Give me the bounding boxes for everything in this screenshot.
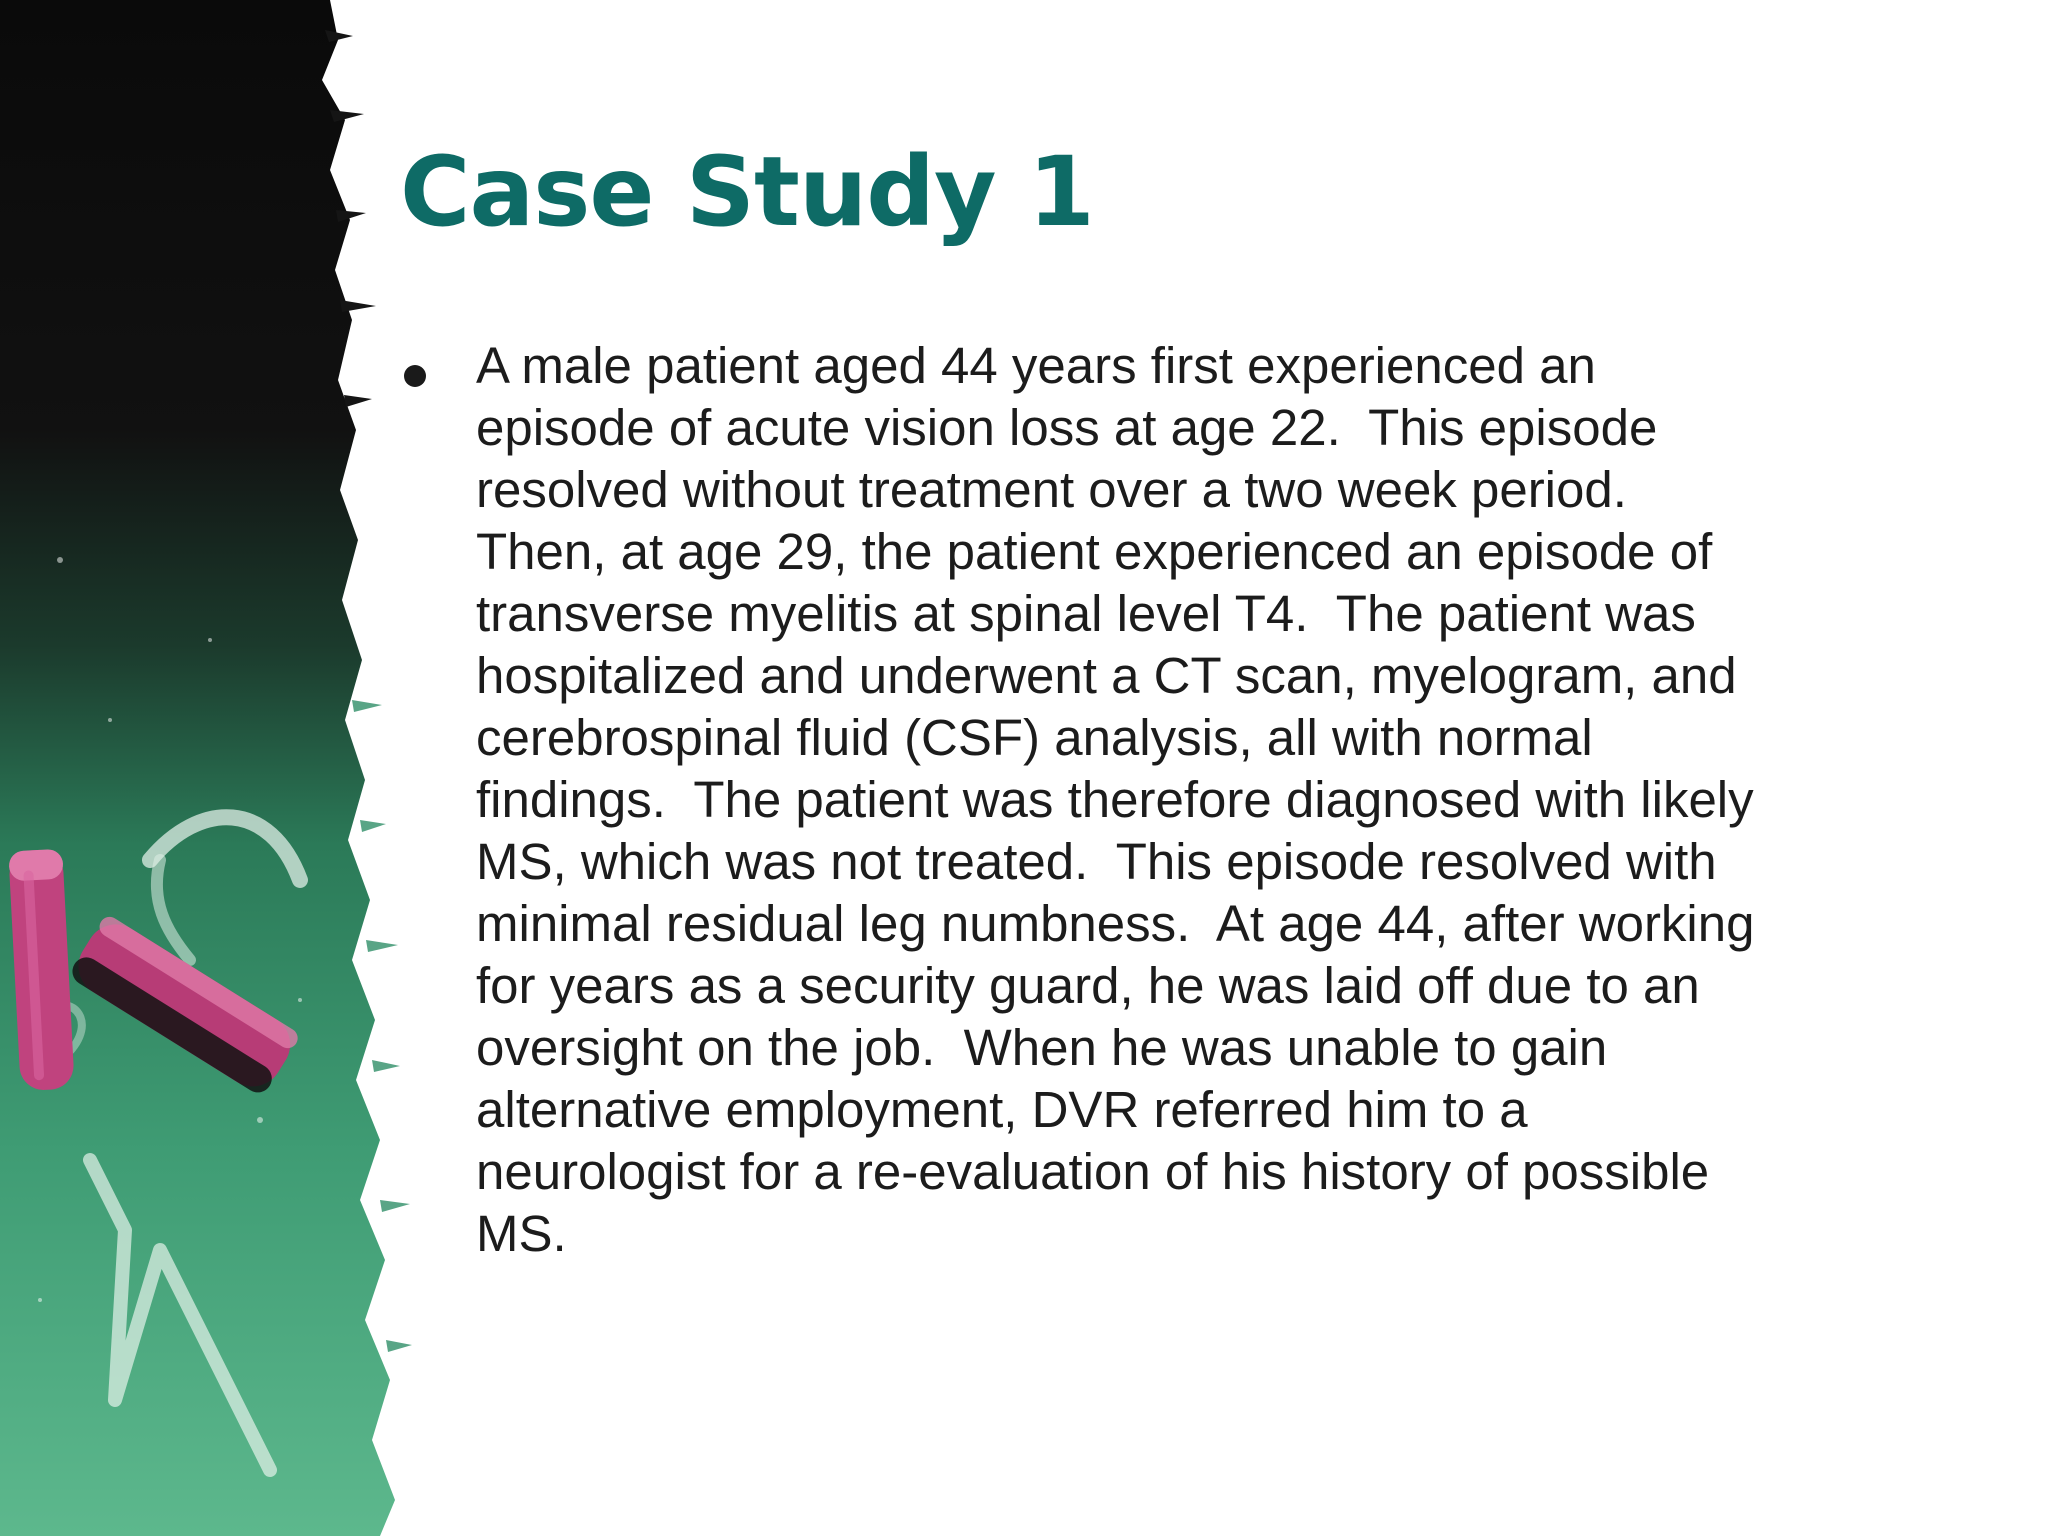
bullet-item	[400, 335, 1880, 1265]
slide-title: Case Study 1	[400, 136, 1094, 248]
slide-body	[400, 335, 1880, 1265]
bullet-line: neurologist for a re-evaluation of his history of possible	[476, 1143, 1710, 1200]
bullet-line: transverse myelitis at spinal level T4. The patient was	[476, 585, 1696, 642]
bullet-line: A male patient aged 44 years first experienced an	[476, 337, 1596, 394]
bullet-line: episode of acute vision loss at age 22. This episode	[476, 399, 1658, 456]
bullet-line: alternative employment, DVR referred him to a	[476, 1081, 1528, 1138]
bullet-line: cerebrospinal fluid (CSF) analysis, all with normal	[476, 709, 1593, 766]
bullet-line: oversight on the job. When he was unable to gain	[476, 1019, 1608, 1076]
bullet-line: minimal residual leg numbness. At age 44, after working	[476, 895, 1755, 952]
bullet-line: resolved without treatment over a two week period.	[476, 461, 1627, 518]
bullet-line: hospitalized and underwent a CT scan, myelogram, and	[476, 647, 1737, 704]
bullet-line: for years as a security guard, he was laid off due to an	[476, 957, 1700, 1014]
bullet-line: MS.	[476, 1205, 567, 1262]
bullet-text	[476, 335, 1880, 1265]
bullet-line: MS, which was not treated. This episode resolved with	[476, 833, 1717, 890]
bullet-line: Then, at age 29, the patient experienced an episode of	[476, 523, 1713, 580]
bullet-icon	[404, 365, 426, 387]
bullet-line: findings. The patient was therefore diagnosed with likely	[476, 771, 1754, 828]
